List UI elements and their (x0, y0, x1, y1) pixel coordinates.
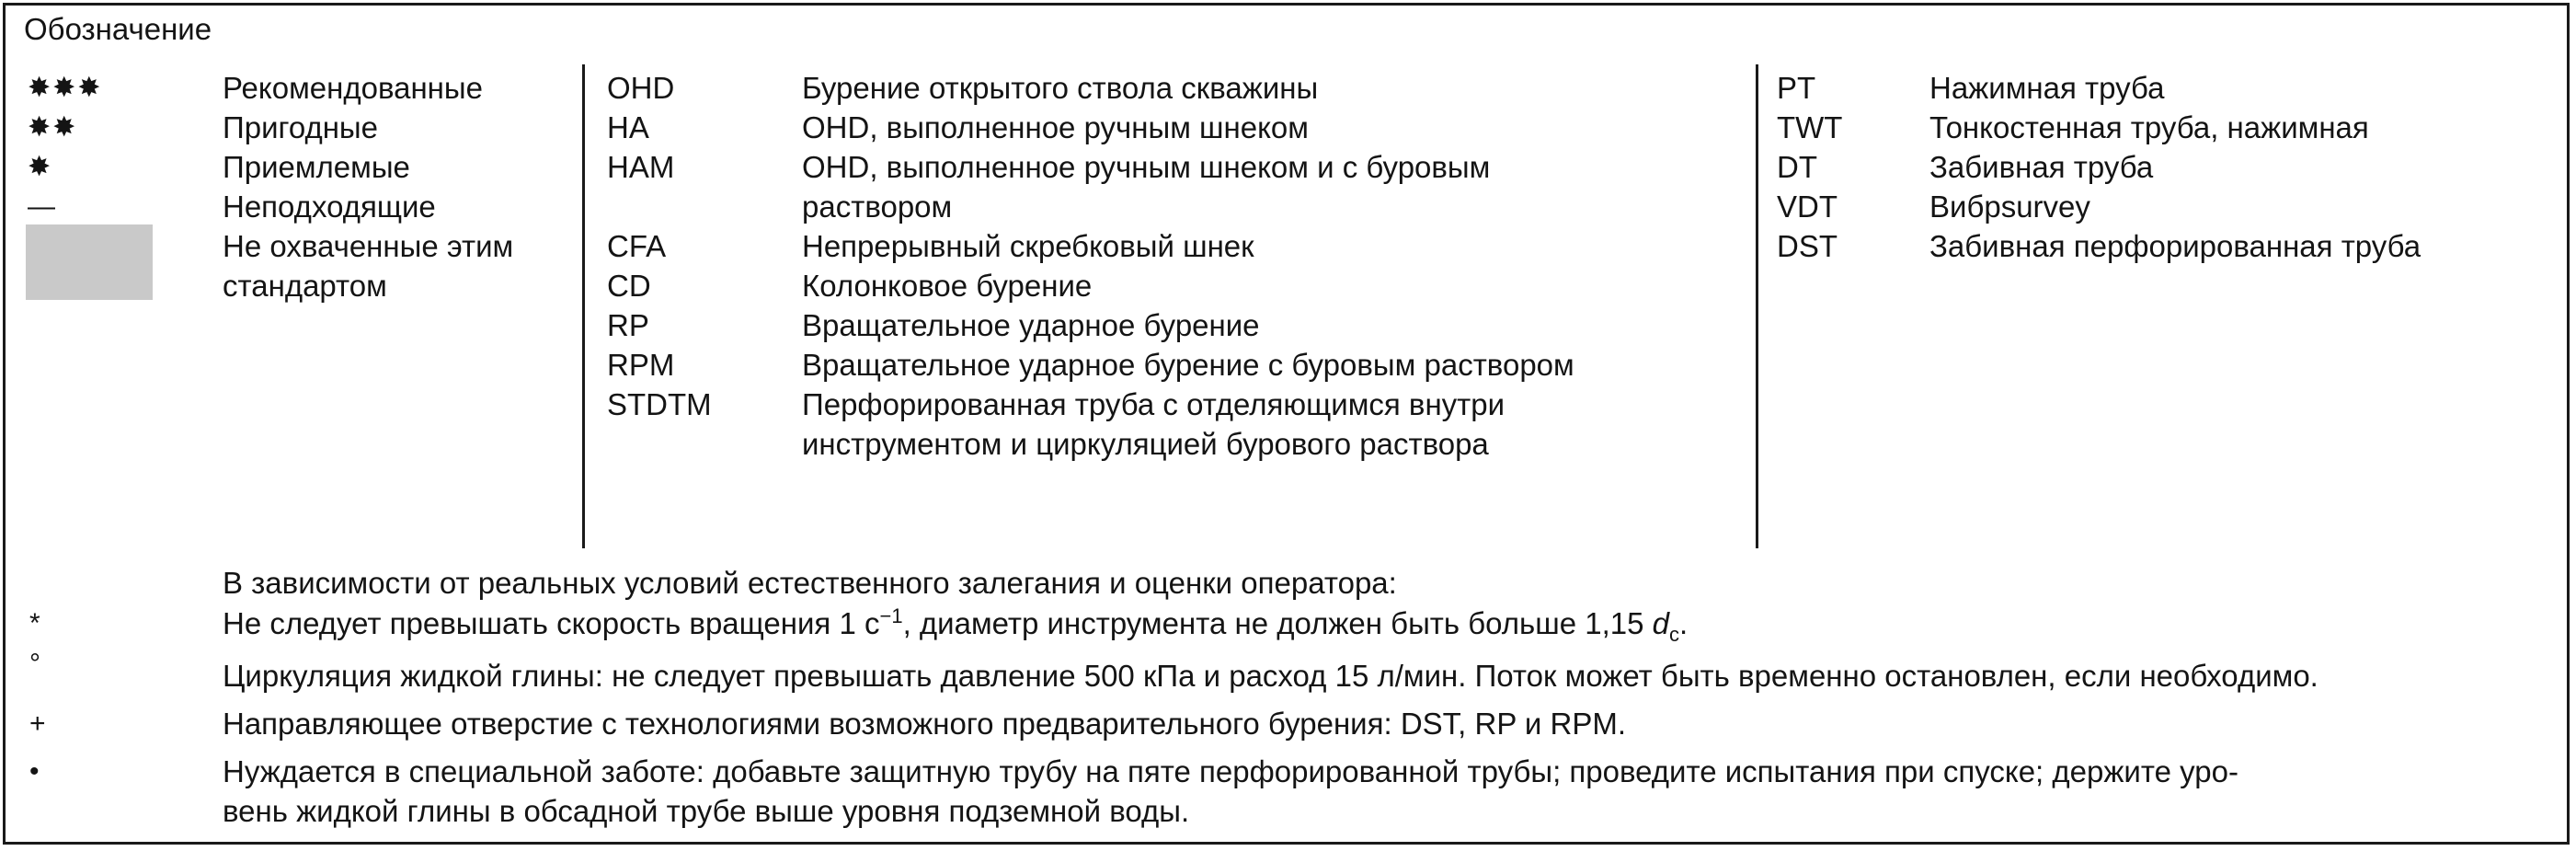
method-code: OHD (607, 71, 675, 105)
method-code: HA (607, 110, 649, 144)
column-divider-left (582, 64, 585, 548)
method-description-continued: раствором (802, 190, 953, 224)
not-covered-label-line1: Не охваченные этим (223, 229, 514, 263)
not-covered-swatch (26, 224, 153, 300)
rating-symbol-suitable: ✸✸ (28, 112, 78, 143)
note-special-care-continued: вень жидкой глины в обсадной трубе выше уровня подземной воды. (223, 794, 1190, 828)
note-superscript: −1 (879, 604, 903, 627)
note-mud-circulation: Циркуляция жидкой глины: не следует превышать давление 500 кПа и расход 15 л/мин. Поток может быть временно остановлен, если необходимо. (223, 659, 2318, 693)
method-code: STDTM (607, 387, 712, 421)
method-code: TWT (1777, 110, 1843, 144)
method-description: Забивная перфорированная труба (1929, 229, 2421, 263)
note-special-care: Нуждается в специальной заботе: добавьте защитную трубу на пяте перфорированной трубы; проведите испытания при спуске; держите уро- (223, 754, 2238, 788)
method-code: CFA (607, 229, 667, 263)
note-pilot-hole: Направляющее отверстие с технологиями возможного предварительного бурения: DST, RP и RPM. (223, 707, 1627, 741)
note-text: , диаметр инструмента не должен быть больше 1,15 (902, 606, 1653, 640)
note-mark-bullet: • (29, 756, 40, 787)
method-code: RPM (607, 348, 675, 382)
rating-label-suitable: Пригодные (223, 110, 378, 144)
rating-symbol-unsuitable: — (28, 191, 57, 222)
method-description: Забивная труба (1929, 150, 2154, 184)
legend-title: Обозначение (24, 12, 212, 46)
rating-symbol-recommended: ✸✸✸ (28, 73, 103, 103)
method-description: Нажимная труба (1929, 71, 2165, 105)
note-mark-asterisk: * (29, 608, 40, 638)
rating-symbol-acceptable: ✸ (28, 152, 53, 182)
method-description: Колонковое бурение (802, 269, 1093, 303)
method-description: Бурение открытого ствола скважины (802, 71, 1319, 105)
rating-label-acceptable: Приемлемые (223, 150, 410, 184)
rating-label-recommended: Рекомендованные (223, 71, 483, 105)
not-covered-label-line2: стандартом (223, 269, 387, 303)
method-code: PT (1777, 71, 1816, 105)
method-code: DST (1777, 229, 1838, 263)
note-mark-plus: + (29, 708, 46, 739)
method-description: OHD, выполненное ручным шнеком (802, 110, 1309, 144)
method-description-continued: инструментом и циркуляцией бурового раствора (802, 427, 1489, 461)
method-code: HAM (607, 150, 675, 184)
note-variable: d (1652, 606, 1669, 640)
rating-label-unsuitable: Неподходящие (223, 190, 436, 224)
method-description: Вибрsurvey (1929, 190, 2090, 224)
method-description: OHD, выполненное ручным шнеком и с буровым (802, 150, 1491, 184)
note-rotation-speed (223, 604, 1688, 644)
notes-intro: В зависимости от реальных условий естественного залегания и оценки оператора: (223, 566, 1397, 600)
method-description: Вращательное ударное бурение с буровым раствором (802, 348, 1574, 382)
method-description: Непрерывный скребковый шнек (802, 229, 1254, 263)
method-code: RP (607, 308, 649, 342)
method-description: Перфорированная труба с отделяющимся внутри (802, 387, 1506, 421)
method-code: VDT (1777, 190, 1838, 224)
method-code: DT (1777, 150, 1817, 184)
note-subscript: c (1669, 623, 1679, 646)
method-code: CD (607, 269, 651, 303)
note-mark-degree: ° (29, 649, 40, 679)
method-description: Тонкостенная труба, нажимная (1929, 110, 2369, 144)
note-text: . (1679, 606, 1689, 640)
method-description: Вращательное ударное бурение (802, 308, 1260, 342)
column-divider-right (1756, 64, 1758, 548)
note-text: Не следует превышать скорость вращения 1 с (223, 606, 880, 640)
